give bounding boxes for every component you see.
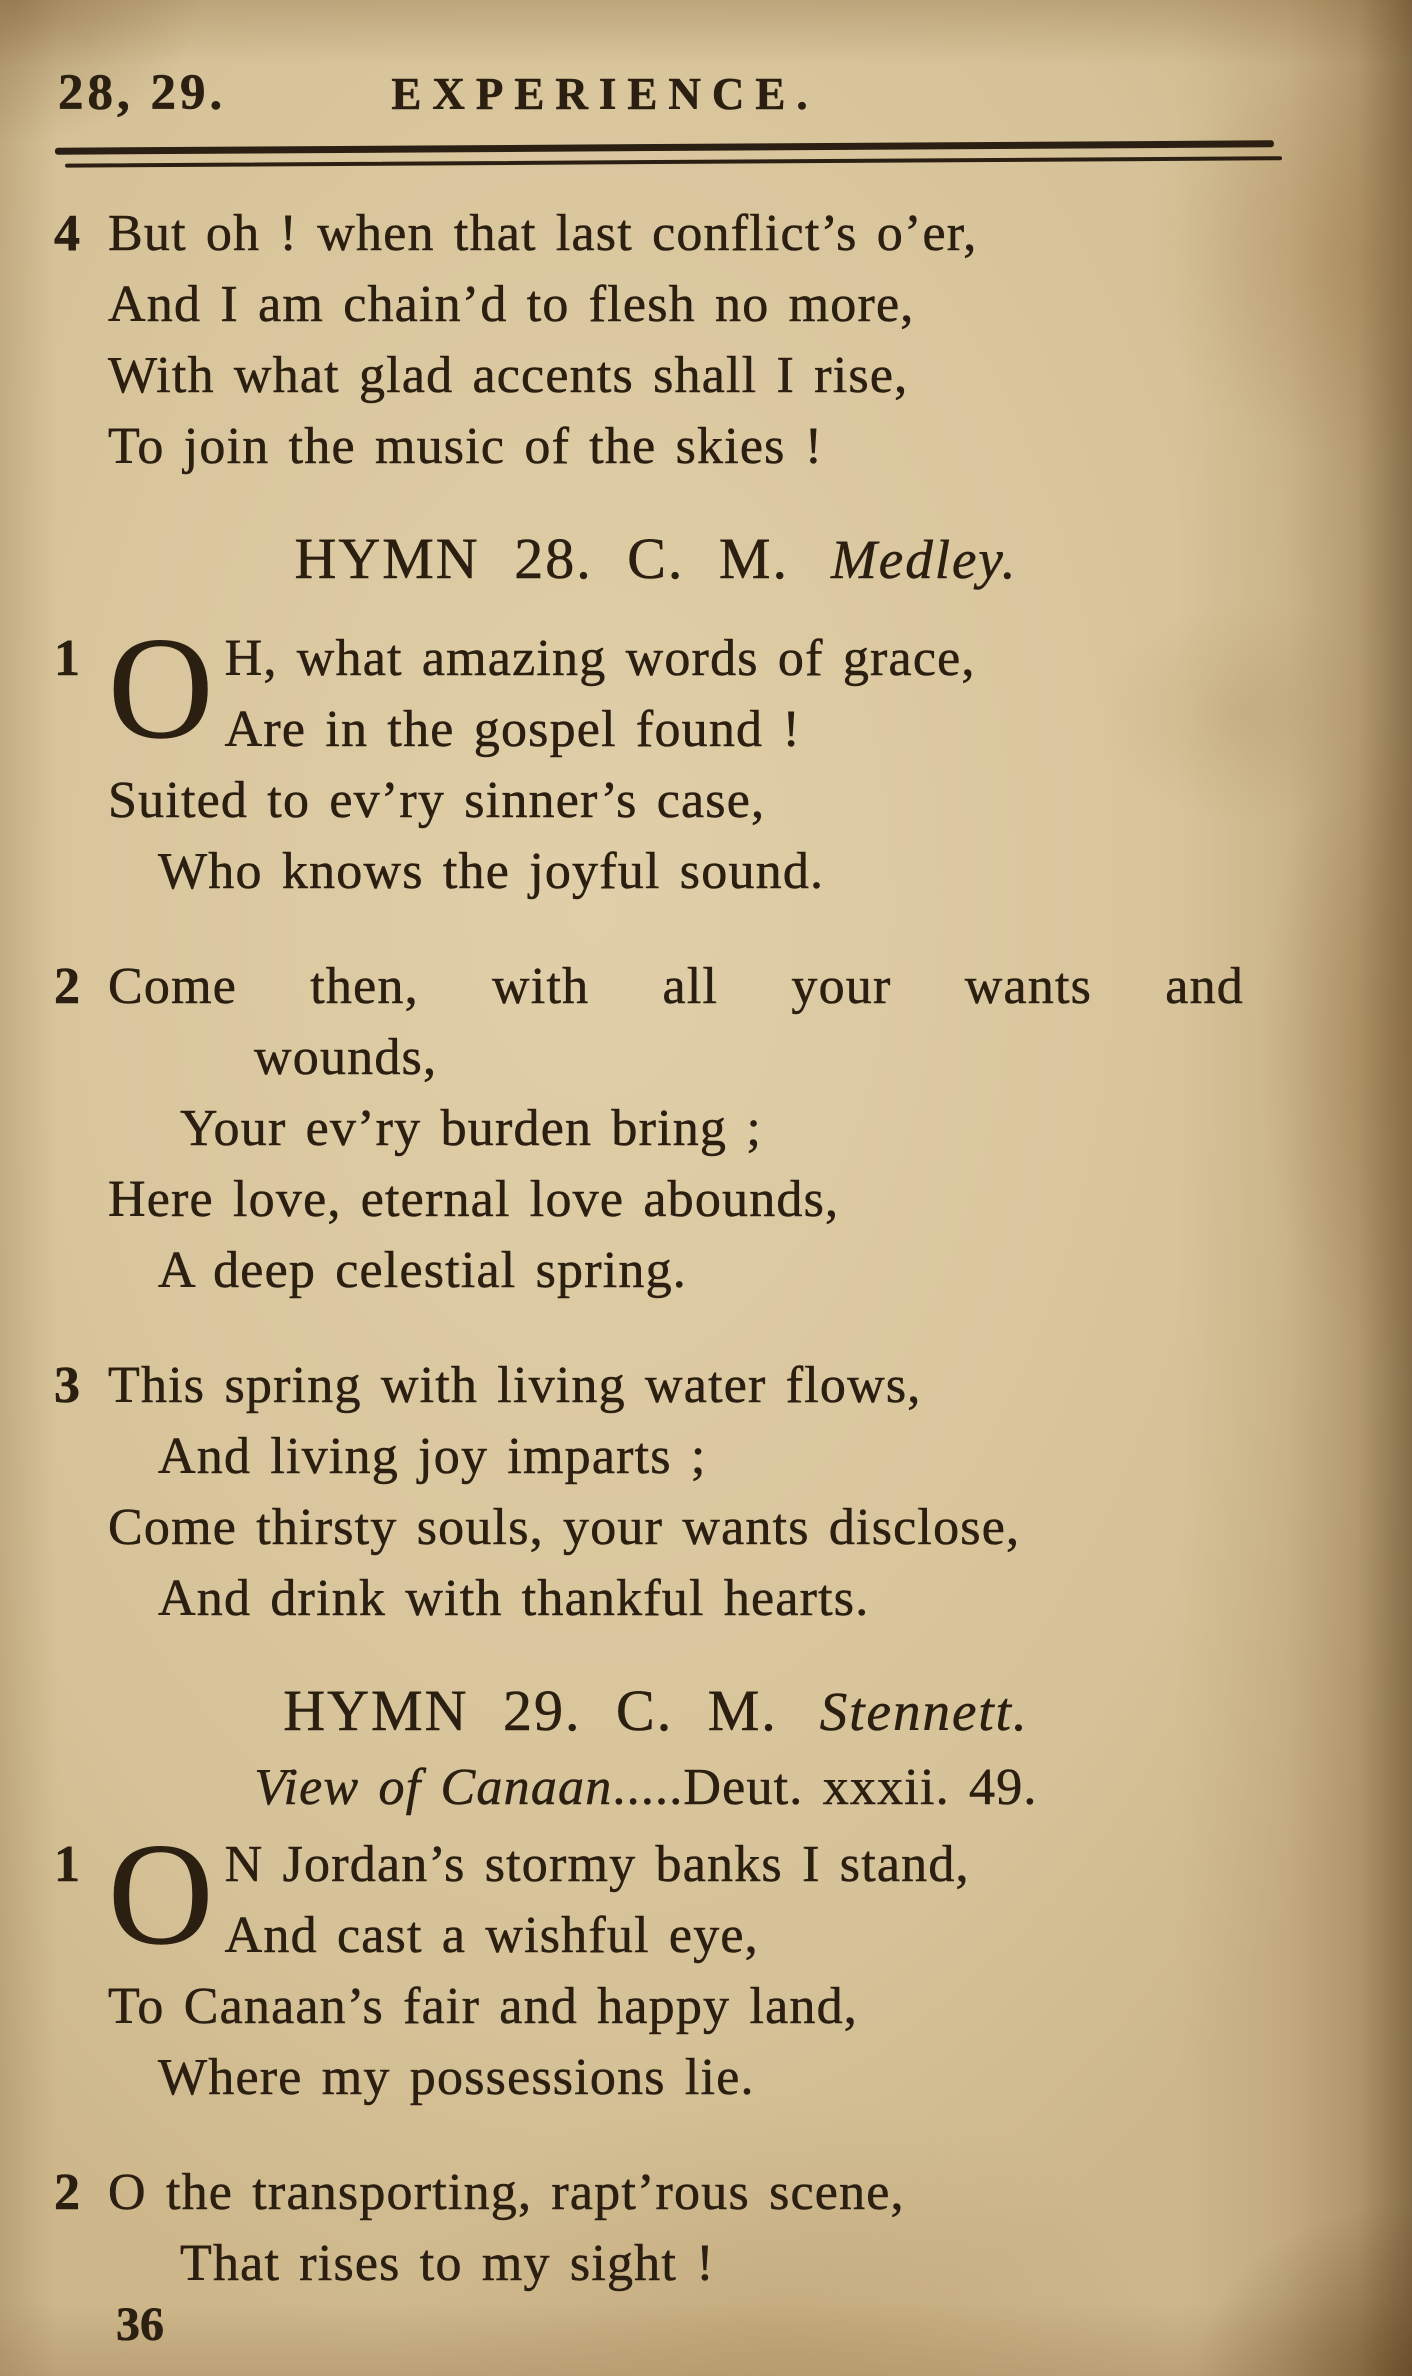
hymn29-heading xyxy=(108,1678,1204,1745)
verse-line: Come then, with all your wants and xyxy=(108,957,1244,1015)
verse-number: 2 xyxy=(54,957,82,1015)
verse-line: Suited to ev’ry sinner’s case, xyxy=(108,771,766,829)
header-page-numbers: 28, 29. xyxy=(58,65,227,121)
verse-line: A deep celestial spring. xyxy=(158,1241,687,1299)
rule-thick xyxy=(55,140,1274,154)
verse-line: To join the music of the skies ! xyxy=(108,417,824,475)
verse-line: And cast a wishful eye, xyxy=(224,1906,759,1964)
verse-line: O the transporting, rapt’rous scene, xyxy=(108,2163,905,2221)
hymn-title: HYMN 29. C. M. xyxy=(283,1677,778,1743)
verse-line: This spring with living water flows, xyxy=(108,1356,922,1414)
drop-cap-letter: O xyxy=(108,1812,215,1975)
verse-number: 2 xyxy=(54,2163,82,2221)
hymn28-heading xyxy=(108,526,1204,593)
verse-line: Who knows the joyful sound. xyxy=(158,842,825,900)
verse-number: 1 xyxy=(54,629,82,687)
verse-line: N Jordan’s stormy banks I stand, xyxy=(224,1835,970,1893)
subtitle-italic: View of Canaan xyxy=(254,1758,613,1816)
drop-cap-letter: O xyxy=(108,606,215,769)
verse-line: To Canaan’s fair and happy land, xyxy=(108,1977,858,2035)
verse-line: And drink with thankful hearts. xyxy=(158,1569,870,1627)
hymn-title: HYMN 28. C. M. xyxy=(294,525,789,591)
verse-line: Your ev’ry burden bring ; xyxy=(180,1099,762,1157)
running-title: EXPERIENCE. xyxy=(391,69,819,119)
verse-prev-hymn-4 xyxy=(54,198,1244,482)
page-footer xyxy=(116,2297,164,2352)
page-content xyxy=(0,198,1412,2299)
hymn28-verse-2 xyxy=(54,951,1244,1306)
verse-number: 1 xyxy=(54,1835,82,1893)
hymn29-subtitle xyxy=(108,1757,1184,1819)
verse-number: 3 xyxy=(54,1356,82,1414)
rule-thin xyxy=(65,156,1282,167)
verse-line: H, what amazing words of grace, xyxy=(224,629,976,687)
header-rule xyxy=(55,140,1274,167)
page-header xyxy=(58,64,1262,130)
verse-number: 4 xyxy=(54,204,82,262)
hymn-author: Medley. xyxy=(830,528,1018,590)
hymn29-verse-2 xyxy=(54,2157,1244,2299)
verse-line: Come thirsty souls, your wants disclose, xyxy=(108,1498,1021,1556)
hymn28-verse-1 xyxy=(54,606,1244,907)
verse-line: Where my possessions lie. xyxy=(158,2048,755,2106)
verse-line: With what glad accents shall I rise, xyxy=(108,346,909,404)
verse-line: But oh ! when that last conflict’s o’er, xyxy=(108,204,978,262)
hymn-author: Stennett. xyxy=(819,1680,1029,1742)
page-number: 36 xyxy=(116,2298,164,2351)
hymn28-verse-3 xyxy=(54,1350,1244,1634)
subtitle-reference: .....Deut. xxxii. 49. xyxy=(612,1758,1038,1816)
verse-line: And living joy imparts ; xyxy=(158,1427,707,1485)
verse-line-runover: wounds, xyxy=(254,1028,438,1086)
verse-line: That rises to my sight ! xyxy=(180,2234,715,2292)
verse-line: And I am chain’d to flesh no more, xyxy=(108,275,915,333)
verse-line: Here love, eternal love abounds, xyxy=(108,1170,840,1228)
hymn29-verse-1 xyxy=(54,1812,1244,2113)
verse-line: Are in the gospel found ! xyxy=(224,700,801,758)
